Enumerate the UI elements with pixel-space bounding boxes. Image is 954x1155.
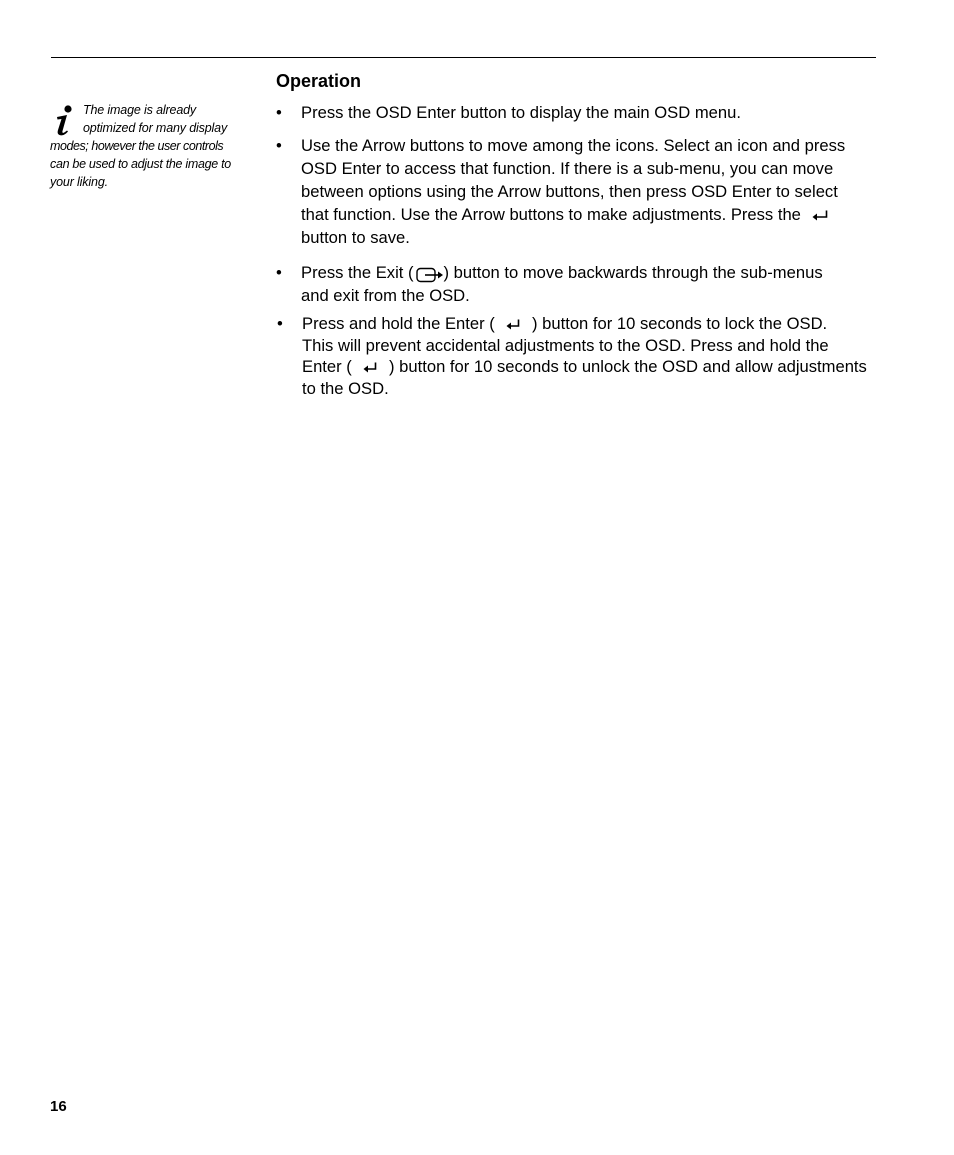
sidenote-line: your liking. [50, 174, 108, 189]
bullet-text: between options using the Arrow buttons, then press OSD Enter to select [301, 182, 838, 201]
list-item [277, 313, 867, 399]
bullet-text-with-icon [301, 261, 823, 284]
bullet-text: Enter ( [302, 357, 357, 376]
bullet-text: Use the Arrow buttons to move among the icons. Select an icon and press [301, 136, 846, 155]
enter-icon [811, 209, 829, 223]
bullet-text: ) button for 10 seconds to lock the OSD. [527, 314, 828, 333]
bullet-text: This will prevent accidental adjustments to the OSD. Press and hold the [302, 335, 829, 355]
list-item [276, 134, 846, 249]
sidenote-line: The image is already [83, 103, 197, 117]
bullet-text: Press and hold the Enter ( [302, 314, 500, 333]
list-item [276, 261, 823, 307]
sidenote-line: optimized for many display [83, 120, 228, 135]
bullet-text-with-icon [302, 356, 867, 378]
exit-icon [414, 265, 444, 283]
bullet-text: Press the OSD Enter button to display the main OSD menu. [301, 103, 741, 122]
bullet-text: Press the Exit ( [301, 263, 414, 282]
section-heading: Operation [276, 71, 362, 91]
bullet-text: to the OSD. [302, 378, 389, 398]
sidenote-line: can be used to adjust the image to [50, 156, 231, 171]
sidenote-line: modes; however the user controls [50, 139, 224, 153]
bullet-text-with-icon [302, 313, 867, 335]
bullet-text: ) button to move backwards through the sub-menus [443, 263, 823, 282]
bullet-text: button to save. [301, 228, 410, 247]
bullet-dot: • [276, 263, 282, 282]
bullet-text: ) button for 10 seconds to unlock the OSD and allow adjustments [384, 357, 867, 376]
enter-icon [505, 318, 521, 332]
info-icon [50, 104, 80, 138]
header-rule [51, 57, 876, 58]
sidenote [50, 102, 255, 191]
page-number: 16 [50, 1098, 67, 1115]
bullet-text: OSD Enter to access that function. If there is a sub-menu, you can move [301, 159, 834, 178]
bullet-text: that function. Use the Arrow buttons to make adjustments. Press the [301, 205, 801, 224]
list-item [276, 101, 741, 124]
enter-icon [362, 361, 378, 375]
bullet-text: and exit from the OSD. [301, 286, 470, 305]
bullet-dot: • [276, 103, 282, 122]
bullet-dot: • [276, 136, 282, 155]
bullet-dot: • [277, 314, 283, 333]
bullet-text-with-icon [301, 203, 845, 226]
